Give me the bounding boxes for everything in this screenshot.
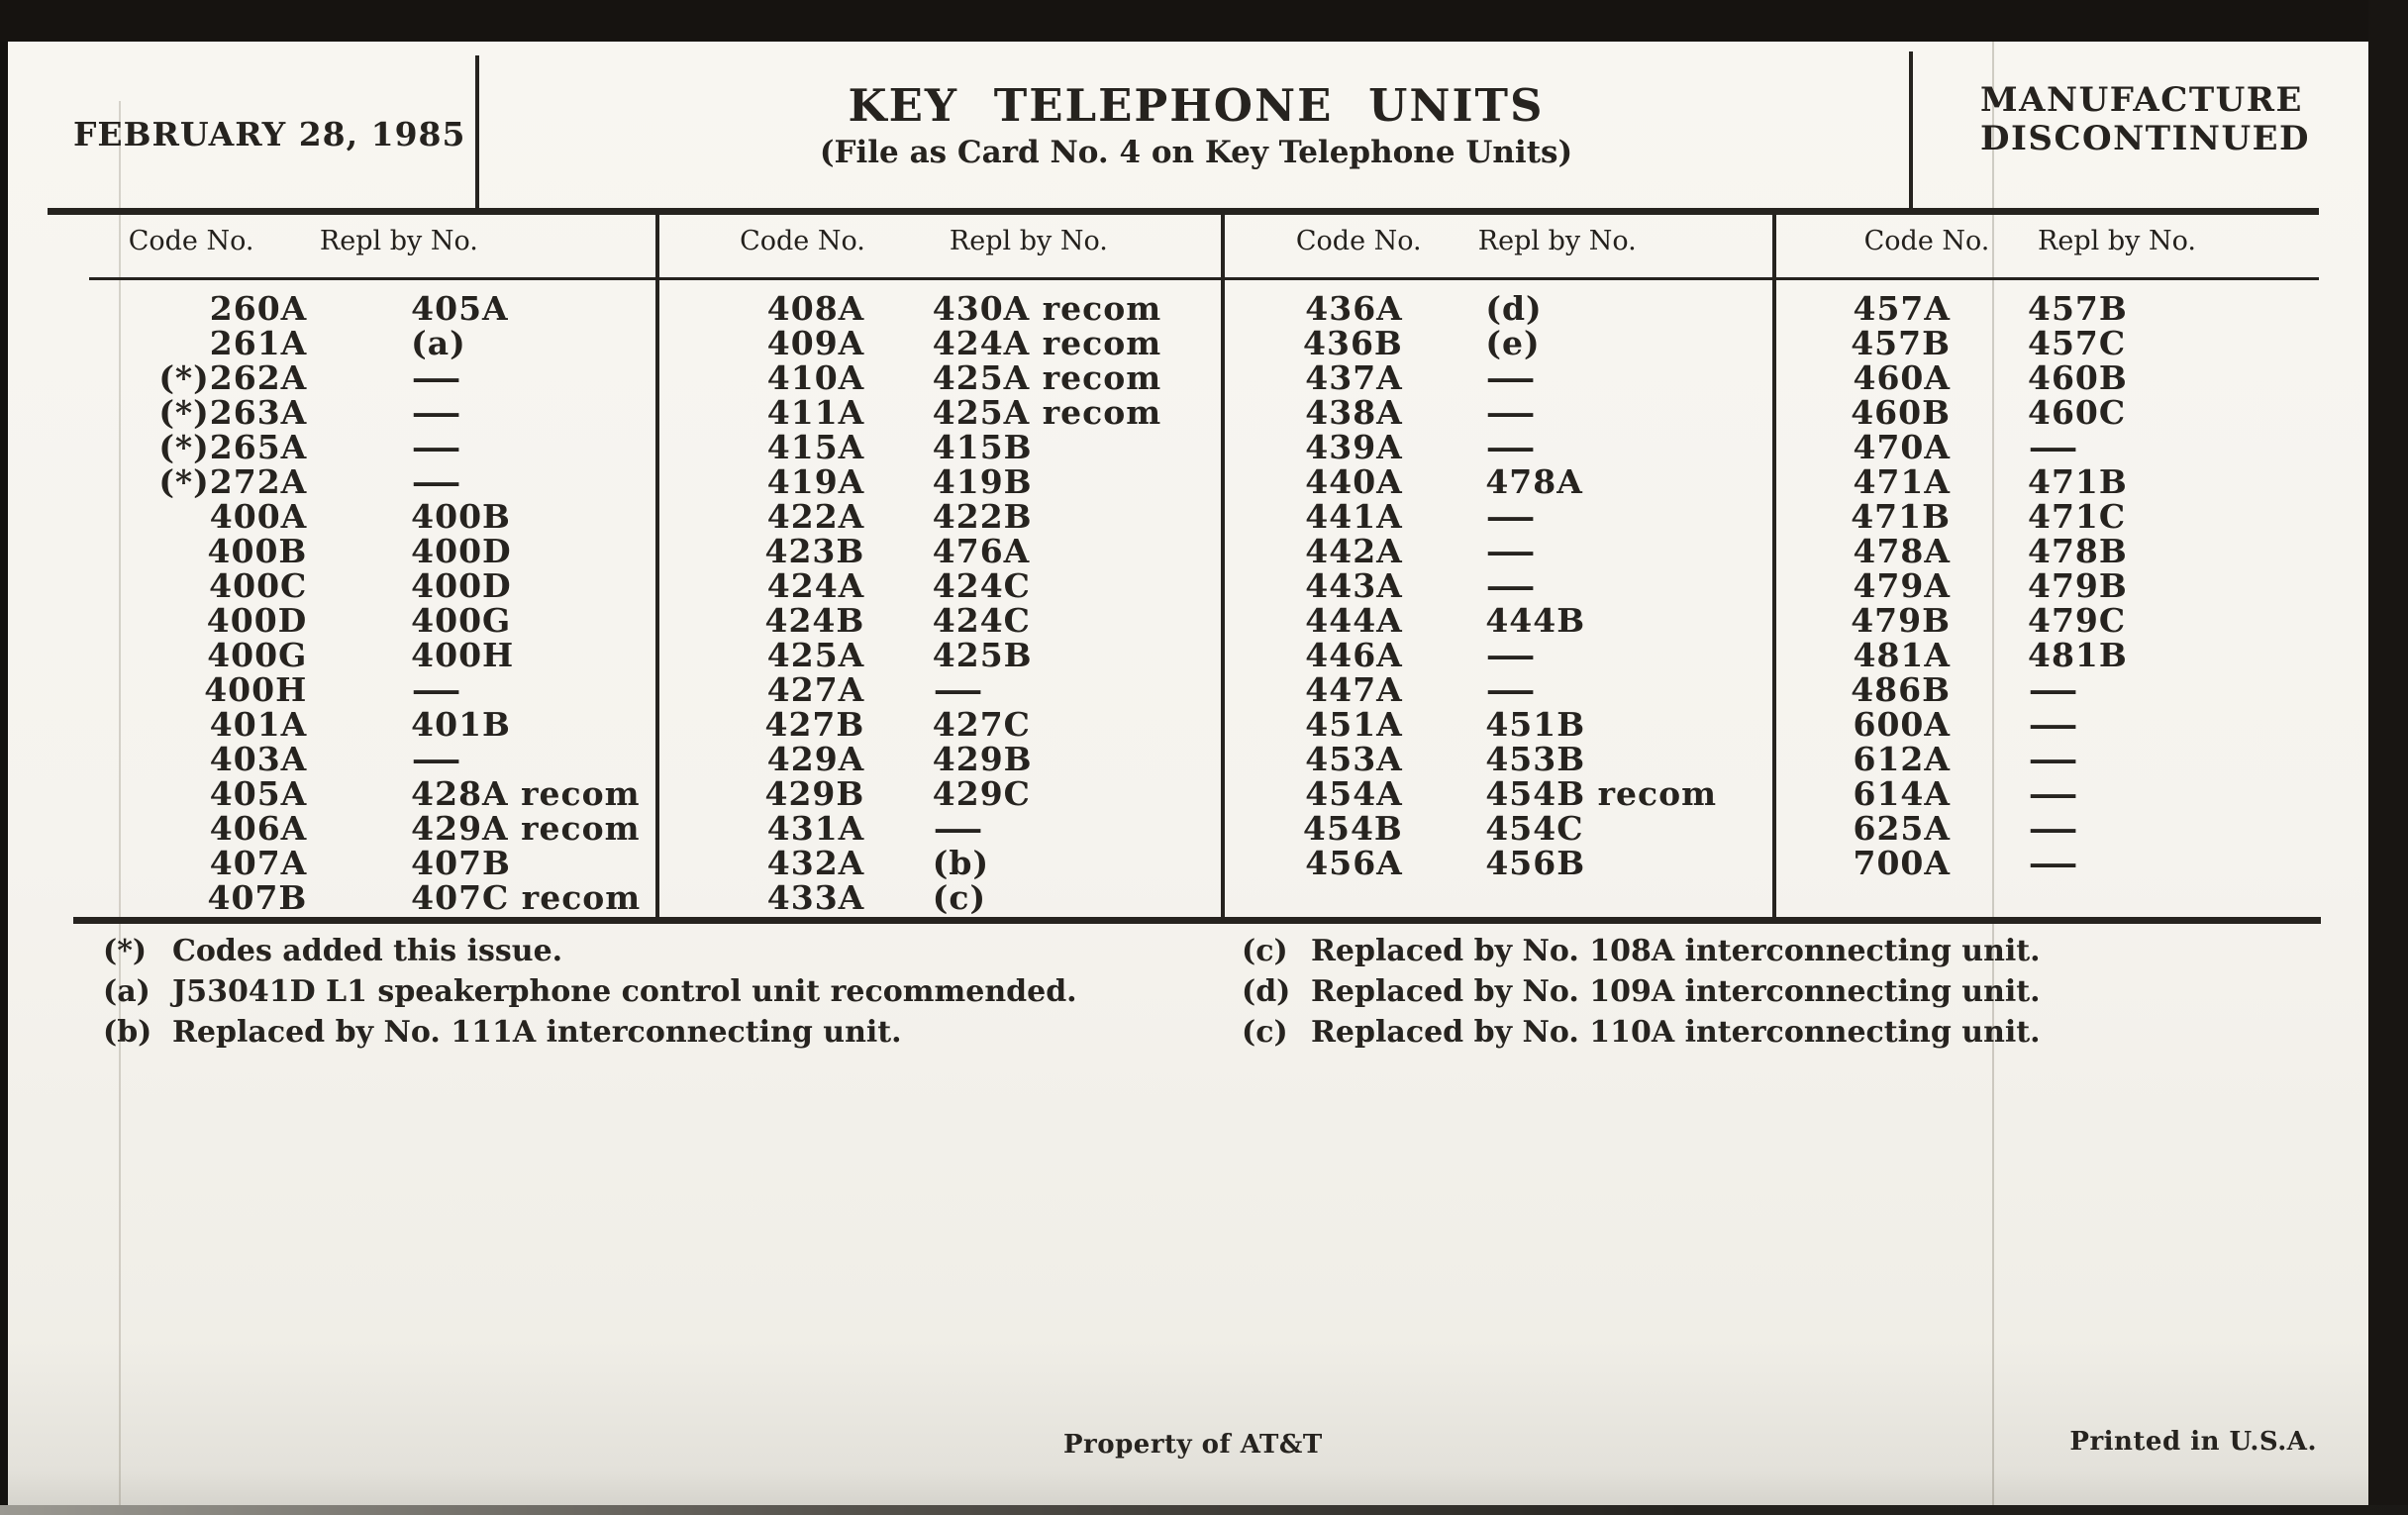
table-row xyxy=(1221,499,1772,534)
table-row xyxy=(45,707,655,742)
repl-by-cell: 471C xyxy=(2028,497,2127,536)
table-row xyxy=(655,776,1221,811)
code-no-cell: 470A xyxy=(1853,428,1951,466)
page-title: KEY TELEPHONE UNITS xyxy=(848,79,1545,132)
code-no-cell: 612A xyxy=(1853,740,1951,778)
code-no-cell: 408A xyxy=(766,289,865,328)
code-no-cell: 410A xyxy=(766,358,865,397)
code-no-cell: 409A xyxy=(766,324,865,362)
repl-by-cell xyxy=(2028,809,2080,848)
table-row xyxy=(1772,846,2366,880)
code-no-cell: (*)265A xyxy=(158,428,308,466)
table-row xyxy=(1221,776,1772,811)
table-row xyxy=(655,638,1221,672)
table-row xyxy=(655,360,1221,395)
no-replacement-dash: — xyxy=(411,393,463,432)
footnote-text: Replaced by No. 111A interconnecting unit. xyxy=(172,1015,902,1050)
table-group-1 xyxy=(45,42,655,933)
no-replacement-dash: — xyxy=(2028,670,2080,709)
table-group-3 xyxy=(1221,42,1772,933)
code-no-cell: 427A xyxy=(766,670,865,709)
code-no-cell: 454B xyxy=(1303,809,1403,848)
table-row xyxy=(1772,638,2366,672)
status-line-1: MANUFACTURE xyxy=(1980,80,2303,120)
repl-by-cell xyxy=(1485,358,1539,397)
table-row xyxy=(655,464,1221,499)
code-no-cell: 451A xyxy=(1305,705,1403,744)
repl-by-cell: 429A recom xyxy=(411,809,641,848)
repl-by-cell xyxy=(1485,532,1539,570)
repl-by-cell xyxy=(2028,844,2080,882)
no-replacement-dash: — xyxy=(1485,566,1539,605)
table-row xyxy=(1772,430,2366,464)
code-no-cell: 460A xyxy=(1853,358,1951,397)
printed-in-notice: Printed in U.S.A. xyxy=(2069,1427,2317,1457)
repl-by-cell xyxy=(932,809,985,848)
code-no-cell: 614A xyxy=(1853,774,1951,813)
code-no-cell: 444A xyxy=(1305,601,1403,640)
code-no-cell: 600A xyxy=(1853,705,1951,744)
code-no-cell: 400H xyxy=(204,670,308,709)
footnote xyxy=(1242,1012,2041,1053)
repl-by-cell xyxy=(932,670,985,709)
repl-by-cell: 419B xyxy=(932,462,1033,501)
code-no-cell: 431A xyxy=(766,809,865,848)
table-row xyxy=(1221,534,1772,568)
footnote-label: (d) xyxy=(1242,974,1291,1009)
repl-by-cell: 460B xyxy=(2028,358,2128,397)
table-row xyxy=(45,811,655,846)
table-row xyxy=(1772,395,2366,430)
repl-by-cell xyxy=(2028,740,2080,778)
repl-by-cell: (e) xyxy=(1485,324,1541,362)
table-row xyxy=(45,360,655,395)
no-replacement-dash: — xyxy=(411,462,463,501)
repl-by-cell: 429C xyxy=(932,774,1031,813)
repl-by-cell xyxy=(1485,566,1539,605)
repl-by-cell: 400G xyxy=(411,601,512,640)
code-no-cell: 437A xyxy=(1305,358,1403,397)
repl-by-cell: (c) xyxy=(932,878,987,917)
no-replacement-dash: — xyxy=(1485,670,1539,709)
code-no-cell: 479B xyxy=(1851,601,1951,640)
repl-by-cell: 471B xyxy=(2028,462,2128,501)
code-no-cell: 405A xyxy=(209,774,308,813)
repl-by-cell xyxy=(411,428,463,466)
code-no-header: Code No. xyxy=(1863,226,1990,256)
code-no-header: Code No. xyxy=(740,226,865,256)
repl-by-cell: 424C xyxy=(932,601,1031,640)
table-row xyxy=(1221,568,1772,603)
repl-by-cell: 422B xyxy=(932,497,1033,536)
code-no-cell: 424A xyxy=(766,566,865,605)
table-row xyxy=(655,534,1221,568)
no-replacement-dash: — xyxy=(2028,428,2080,466)
repl-by-cell: 451B xyxy=(1485,705,1586,744)
code-no-cell: 432A xyxy=(766,844,865,882)
table-row xyxy=(1221,707,1772,742)
code-no-cell: 260A xyxy=(209,289,308,328)
table-row xyxy=(1772,291,2366,326)
repl-by-cell: 427C xyxy=(932,705,1031,744)
repl-by-cell: 415B xyxy=(932,428,1033,466)
no-replacement-dash: — xyxy=(411,740,463,778)
repl-by-cell xyxy=(1485,636,1539,674)
code-no-cell: 423B xyxy=(764,532,865,570)
table-row xyxy=(45,603,655,638)
repl-by-cell: 456B xyxy=(1485,844,1586,882)
repl-by-cell xyxy=(1485,428,1539,466)
repl-by-cell: 444B xyxy=(1485,601,1586,640)
table-row xyxy=(1772,707,2366,742)
code-no-cell: 406A xyxy=(209,809,308,848)
footnote-label: (a) xyxy=(103,974,150,1009)
repl-by-cell: (a) xyxy=(411,324,466,362)
repl-by-cell: 479C xyxy=(2028,601,2127,640)
table-row xyxy=(1772,499,2366,534)
repl-by-header: Repl by No. xyxy=(1477,226,1637,256)
column-headers xyxy=(45,226,655,267)
code-no-cell: 401A xyxy=(209,705,308,744)
repl-by-cell: 479B xyxy=(2028,566,2128,605)
repl-by-cell: 401B xyxy=(411,705,511,744)
table-row xyxy=(45,568,655,603)
code-no-cell: 436B xyxy=(1303,324,1403,362)
table-row xyxy=(1772,360,2366,395)
repl-by-cell xyxy=(411,393,463,432)
no-replacement-dash: — xyxy=(1485,532,1539,570)
footnote-label: (c) xyxy=(1242,1015,1288,1050)
footnote-text: Replaced by No. 110A interconnecting unit. xyxy=(1311,1015,2041,1050)
code-no-cell: 486B xyxy=(1851,670,1951,709)
repl-by-header: Repl by No. xyxy=(949,226,1108,256)
code-no-cell: (*)262A xyxy=(158,358,308,397)
table-row xyxy=(45,430,655,464)
code-no-cell: 433A xyxy=(766,878,865,917)
table-group-2 xyxy=(655,42,1221,933)
table-row xyxy=(45,395,655,430)
repl-by-cell: 478B xyxy=(2028,532,2128,570)
code-no-cell: (*)272A xyxy=(158,462,308,501)
scan-border-right xyxy=(2368,0,2408,1515)
table-row xyxy=(655,395,1221,430)
repl-by-cell xyxy=(411,358,463,397)
table-row xyxy=(45,464,655,499)
repl-by-cell: 424C xyxy=(932,566,1031,605)
repl-by-header: Repl by No. xyxy=(319,226,478,256)
table-row xyxy=(45,534,655,568)
code-no-cell: 407A xyxy=(209,844,308,882)
column-headers xyxy=(1221,226,1772,267)
code-no-cell: 453A xyxy=(1305,740,1403,778)
footnotes-right xyxy=(1242,931,2041,1053)
table-row xyxy=(655,291,1221,326)
code-no-cell: 400B xyxy=(207,532,308,570)
repl-by-cell: 400H xyxy=(411,636,515,674)
footnote xyxy=(103,1012,1077,1053)
table-row xyxy=(45,326,655,360)
no-replacement-dash: — xyxy=(2028,774,2080,813)
code-no-cell: 438A xyxy=(1305,393,1403,432)
table-row xyxy=(45,638,655,672)
repl-by-cell xyxy=(411,670,463,709)
repl-by-cell xyxy=(2028,774,2080,813)
column-headers xyxy=(655,226,1221,267)
table-row xyxy=(1221,360,1772,395)
code-no-cell: 429B xyxy=(764,774,865,813)
footnote-text: Codes added this issue. xyxy=(172,934,563,968)
footnote-label: (b) xyxy=(103,1015,152,1050)
code-no-cell: 454A xyxy=(1305,774,1403,813)
table-row xyxy=(1772,603,2366,638)
table-row xyxy=(1772,326,2366,360)
repl-by-cell: 453B xyxy=(1485,740,1586,778)
repl-by-cell: 424A recom xyxy=(932,324,1162,362)
table-row xyxy=(655,742,1221,776)
table-group-4 xyxy=(1772,42,2366,933)
table-row xyxy=(1221,742,1772,776)
table-row xyxy=(655,326,1221,360)
table-row xyxy=(655,568,1221,603)
repl-by-cell: 430A recom xyxy=(932,289,1162,328)
repl-by-cell: 478A xyxy=(1485,462,1583,501)
repl-by-cell: 425A recom xyxy=(932,358,1162,397)
table-row xyxy=(655,603,1221,638)
table-row xyxy=(1221,846,1772,880)
code-no-cell: 700A xyxy=(1853,844,1951,882)
table-row xyxy=(45,742,655,776)
no-replacement-dash: — xyxy=(1485,636,1539,674)
table-row xyxy=(1772,672,2366,707)
repl-by-cell: 400B xyxy=(411,497,511,536)
code-no-cell: 400C xyxy=(209,566,308,605)
no-replacement-dash: — xyxy=(932,670,985,709)
code-no-cell: 457B xyxy=(1851,324,1951,362)
no-replacement-dash: — xyxy=(411,670,463,709)
issue-date: FEBRUARY 28, 1985 xyxy=(73,115,466,153)
footnote xyxy=(1242,971,2041,1012)
table-row xyxy=(45,291,655,326)
footnote-text: Replaced by No. 109A interconnecting unit. xyxy=(1311,974,2041,1009)
code-no-cell: 447A xyxy=(1305,670,1403,709)
code-no-header: Code No. xyxy=(128,226,254,256)
no-replacement-dash: — xyxy=(2028,809,2080,848)
footnote-label: (*) xyxy=(103,934,148,968)
repl-by-cell: 425A recom xyxy=(932,393,1162,432)
code-no-cell: 457A xyxy=(1853,289,1951,328)
table-row xyxy=(1221,326,1772,360)
repl-by-cell: 460C xyxy=(2028,393,2127,432)
repl-by-cell: 457B xyxy=(2028,289,2128,328)
code-no-cell: 261A xyxy=(209,324,308,362)
table-row xyxy=(1772,464,2366,499)
repl-by-cell: 457C xyxy=(2028,324,2127,362)
code-no-cell: 478A xyxy=(1853,532,1951,570)
table-row xyxy=(655,499,1221,534)
table-row xyxy=(1772,742,2366,776)
table-row xyxy=(655,846,1221,880)
repl-by-cell xyxy=(1485,670,1539,709)
code-no-cell: 440A xyxy=(1305,462,1403,501)
code-no-cell: 400D xyxy=(206,601,308,640)
repl-by-cell: 481B xyxy=(2028,636,2128,674)
table-row xyxy=(45,672,655,707)
code-no-cell: 441A xyxy=(1305,497,1403,536)
table-row xyxy=(1221,811,1772,846)
no-replacement-dash: — xyxy=(2028,705,2080,744)
table-row xyxy=(655,880,1221,915)
no-replacement-dash: — xyxy=(1485,393,1539,432)
code-no-cell: 471B xyxy=(1851,497,1951,536)
property-notice: Property of AT&T xyxy=(1063,1430,1323,1460)
table-row xyxy=(45,846,655,880)
no-replacement-dash: — xyxy=(1485,358,1539,397)
repl-by-cell xyxy=(2028,428,2080,466)
code-no-cell: 427B xyxy=(764,705,865,744)
no-replacement-dash: — xyxy=(932,809,985,848)
column-headers xyxy=(1772,226,2366,267)
repl-by-cell: 407B xyxy=(411,844,511,882)
code-no-cell: 436A xyxy=(1305,289,1403,328)
table-row xyxy=(1221,291,1772,326)
code-no-cell: 400A xyxy=(209,497,308,536)
no-replacement-dash: — xyxy=(1485,428,1539,466)
table-row xyxy=(1772,534,2366,568)
repl-by-cell: 407C recom xyxy=(411,878,642,917)
repl-by-cell: 454C xyxy=(1485,809,1584,848)
code-no-cell: 429A xyxy=(766,740,865,778)
code-no-cell: 481A xyxy=(1853,636,1951,674)
repl-by-cell xyxy=(411,462,463,501)
repl-by-cell: 400D xyxy=(411,532,512,570)
index-card xyxy=(8,42,2368,1515)
repl-by-cell: 425B xyxy=(932,636,1033,674)
footnote-label: (c) xyxy=(1242,934,1288,968)
code-no-cell: 400G xyxy=(207,636,308,674)
scan-border-top xyxy=(0,0,2408,42)
code-no-cell: 415A xyxy=(766,428,865,466)
no-replacement-dash: — xyxy=(2028,740,2080,778)
code-no-cell: 419A xyxy=(766,462,865,501)
no-replacement-dash: — xyxy=(1485,497,1539,536)
footnote xyxy=(1242,931,2041,971)
code-no-cell: 456A xyxy=(1305,844,1403,882)
footnote-text: J53041D L1 speakerphone control unit recommended. xyxy=(172,974,1077,1009)
repl-by-header: Repl by No. xyxy=(2038,226,2196,256)
table-row xyxy=(1221,672,1772,707)
code-no-cell: 439A xyxy=(1305,428,1403,466)
repl-by-cell: 454B recom xyxy=(1485,774,1718,813)
repl-by-cell xyxy=(1485,497,1539,536)
repl-by-cell: (d) xyxy=(1485,289,1543,328)
table-row xyxy=(655,811,1221,846)
code-no-cell: 479A xyxy=(1853,566,1951,605)
table-row xyxy=(1772,811,2366,846)
table-row xyxy=(1221,395,1772,430)
repl-by-cell xyxy=(2028,670,2080,709)
code-no-cell: 425A xyxy=(766,636,865,674)
code-no-cell: 471A xyxy=(1853,462,1951,501)
page-subtitle: (File as Card No. 4 on Key Telephone Units) xyxy=(819,135,1573,170)
footnotes-left xyxy=(103,931,1077,1053)
footnote-text: Replaced by No. 108A interconnecting unit. xyxy=(1311,934,2041,968)
code-no-cell: 446A xyxy=(1305,636,1403,674)
repl-by-cell: 428A recom xyxy=(411,774,641,813)
table-row xyxy=(1221,603,1772,638)
no-replacement-dash: — xyxy=(2028,844,2080,882)
code-no-header: Code No. xyxy=(1295,226,1422,256)
repl-by-cell xyxy=(1485,393,1539,432)
code-no-cell: 403A xyxy=(209,740,308,778)
code-no-cell: 625A xyxy=(1853,809,1951,848)
table-row xyxy=(655,672,1221,707)
table-row xyxy=(45,880,655,915)
table-row xyxy=(45,776,655,811)
table-row xyxy=(1221,430,1772,464)
footnote xyxy=(103,971,1077,1012)
repl-by-cell: 429B xyxy=(932,740,1033,778)
repl-by-cell xyxy=(411,740,463,778)
table-row xyxy=(655,430,1221,464)
code-no-cell: 422A xyxy=(766,497,865,536)
repl-by-cell xyxy=(2028,705,2080,744)
code-no-cell: 442A xyxy=(1305,532,1403,570)
code-no-cell: 443A xyxy=(1305,566,1403,605)
no-replacement-dash: — xyxy=(411,428,463,466)
code-no-cell: 407B xyxy=(207,878,308,917)
repl-by-cell: 405A xyxy=(411,289,509,328)
table-row xyxy=(1221,464,1772,499)
code-no-cell: 411A xyxy=(766,393,865,432)
table-row xyxy=(655,707,1221,742)
footnote xyxy=(103,931,1077,971)
repl-by-cell: 476A xyxy=(932,532,1031,570)
table-row xyxy=(1772,776,2366,811)
repl-by-cell: (b) xyxy=(932,844,990,882)
no-replacement-dash: — xyxy=(411,358,463,397)
repl-by-cell: 400D xyxy=(411,566,512,605)
scan-border-bottom xyxy=(0,1505,2408,1515)
code-no-cell: 424B xyxy=(764,601,865,640)
table-row xyxy=(45,499,655,534)
status-line-2: DISCONTINUED xyxy=(1980,119,2311,158)
table-row xyxy=(1772,568,2366,603)
table-row xyxy=(1221,638,1772,672)
code-no-cell: 460B xyxy=(1851,393,1951,432)
code-no-cell: (*)263A xyxy=(158,393,308,432)
